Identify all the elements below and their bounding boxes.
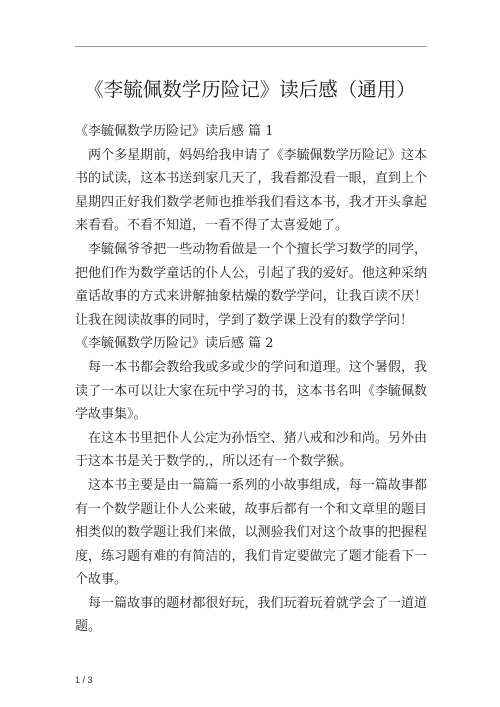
- page-number: 1 / 3: [75, 675, 93, 685]
- page-title: 《李毓佩数学历险记》读后感（通用）: [84, 78, 416, 101]
- paragraph: 两个多星期前，妈妈给我申请了《李毓佩数学历险记》这本书的试读，这本书送到家几天了，我看都没看一眼，直到上个星期四正好我们数学老师也推举我们看这本书，我才开头拿起来看看。不看不知道，一看不得了太喜爱她了。: [75, 147, 427, 234]
- paragraph: 李毓佩爷爷把一些动物看做是一个个擅长学习数学的同学，把他们作为数学童话的仆人公，引起了我的爱好。他这种采纳童话故事的方式来讲解抽象枯燥的数学学问，让我百读不厌！让我在阅读故事的同时，学到了数学课上没有的数学学问！: [75, 241, 427, 328]
- paragraph: 在这本书里把仆人公定为孙悟空、猪八戒和沙和尚。另外由于这本书是关于数学的,，所以还有一个数学猴。: [75, 430, 427, 470]
- paragraph: 这本书主要是由一篇篇一系列的小故事组成，每一篇故事都有一个数学题让仆人公来破，故事后都有一个和文章里的题目相类似的数学题让我们来做，以测验我们对这个故事的把握程度，练习题有难的有简洁的，我们肯定要做完了题才能看下一个故事。: [75, 477, 427, 588]
- header-rule: [75, 46, 427, 47]
- section-heading-1: 《李毓佩数学历险记》读后感 篇 1: [75, 124, 274, 139]
- section-heading-2: 《李毓佩数学历险记》读后感 篇 2: [75, 336, 274, 352]
- paragraph: 每一本书都会教给我或多或少的学问和道理。这个暑假，我读了一本可以让大家在玩中学习的书，这本书名叫《李毓佩数学故事集》。: [75, 359, 427, 423]
- paragraph: 每一篇故事的题材都很好玩，我们玩着玩着就学会了一道道题。: [75, 595, 427, 635]
- document-body: [75, 120, 427, 639]
